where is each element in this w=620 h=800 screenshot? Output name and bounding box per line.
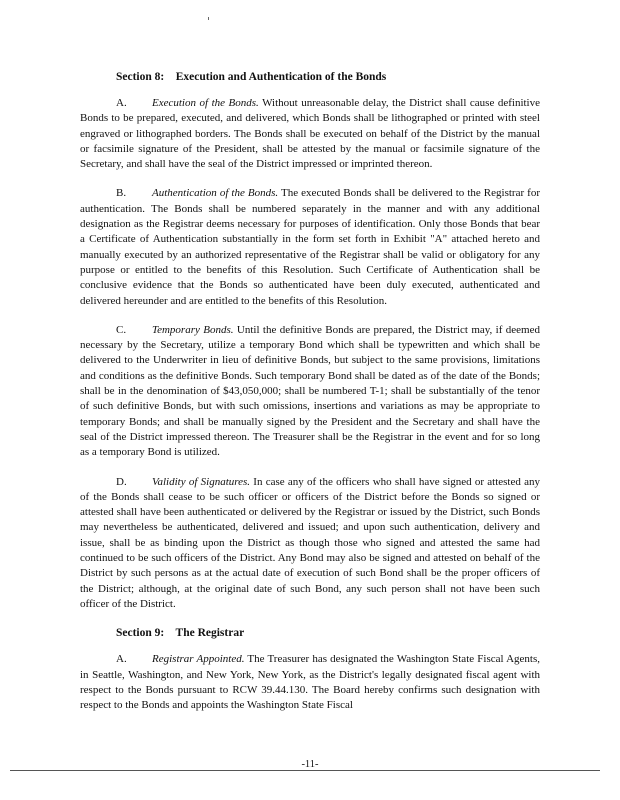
paragraph-label: A. <box>116 97 127 109</box>
section-8-heading: Section 8: Execution and Authentication of the Bonds <box>116 71 387 83</box>
paragraph-title: Temporary Bonds. <box>152 323 234 336</box>
paragraph-label: D. <box>116 475 127 488</box>
paragraph-label: C. <box>116 323 127 336</box>
paragraph-text: Without unreasonable delay, the District shall cause definitive Bonds to be prepared, executed, and delivered, which Bonds shall be lithographed or printed with steel engraved or lithographed borders. The Bonds shall be executed on behalf of the District by the manual or facsimile signature of the President, shall be attested by the manual or facsimile signature of the Secretary, and shall have the seal of the District impressed or imprinted thereon. <box>80 97 540 171</box>
paragraph-title: Execution of the Bonds. <box>152 97 259 109</box>
paragraph-title: Registrar Appointed. <box>152 653 245 666</box>
paragraph-8b <box>80 186 540 308</box>
paragraph-8d <box>80 475 540 613</box>
paragraph-label: A. <box>116 653 127 666</box>
document-body <box>80 70 540 727</box>
paragraph-text: Until the definitive Bonds are prepared, the District may, if deemed necessary by the Secretary, utilize a temporary Bond which shall be typewritten and which shall be delivered to the Underwriter in lieu of definitive Bonds, but subject to the same provisions, limitations and conditions as the definitive Bonds. Such temporary Bond shall be dated as of the date of the Bonds; shall be in the denomination of $43,050,000; shall be numbered T-1; shall be substantially of the tenor of such definitive Bonds, but with such omissions, insertions and variations as may be appropriate to temporary Bonds; and shall be manually signed by the President and the Secretary and shall have the seal of the District impressed thereon. The Treasurer shall be the Registrar in the event and for so long as a temporary Bond is utilized. <box>80 323 540 459</box>
paragraph-label: B. <box>116 187 127 200</box>
scan-mark <box>208 17 209 20</box>
footer-rule <box>10 770 600 771</box>
paragraph-title: Authentication of the Bonds. <box>152 187 279 200</box>
paragraph-title: Validity of Signatures. <box>152 475 251 488</box>
paragraph-text: The Treasurer has designated the Washington State Fiscal Agents, in Seattle, Washington, and New York, New York, as the District's legally designated fiscal agent with respect to the Bonds pursuant to RCW 39.44.130. The Board hereby confirms such designation with respect to the Bonds and appoints the Washington State Fiscal <box>80 653 540 712</box>
section-9-heading: Section 9: The Registrar <box>116 627 245 640</box>
paragraph-9a <box>80 652 540 713</box>
paragraph-8a <box>80 96 540 172</box>
paragraph-8c <box>80 323 540 461</box>
paragraph-text: The executed Bonds shall be delivered to the Registrar for authentication. The Bonds shall be numbered separately in the manner and with any additional designation as the Registrar deems necessary for purposes of identification. Only those Bonds that bear a Certificate of Authentication substantially in the form set forth in Exhibit "A" attached hereto and manually executed by an authorized representative of the Registrar shall be valid or obligatory for any purpose or entitled to the benefits of this Resolution. Such Certificate of Authentication shall be conclusive evidence that the Bonds so authenticated have been duly executed, authenticated and delivered hereunder and are entitled to the benefits of this Resolution. <box>80 187 541 307</box>
paragraph-text: In case any of the officers who shall have signed or attested any of the Bonds shall cease to be such officer or officers of the District before the Bonds so signed or attested shall have been authenticated or delivered by the Registrar or issued by the District, such Bonds may nevertheless be authenticated, delivered and issued; and upon such authentication, delivery and issue, shall be as binding upon the District as though those who signed and attested the same had continued to be such officers of the District. Any Bond may also be signed and attested on behalf of the District by such persons as at the actual date of execution of such Bond shall be the proper officers of the District; although, at the original date of such Bond, any such person shall not have been such officer of the District. <box>80 475 541 610</box>
page-number <box>0 759 620 770</box>
page-number-text: -11- <box>298 759 321 770</box>
